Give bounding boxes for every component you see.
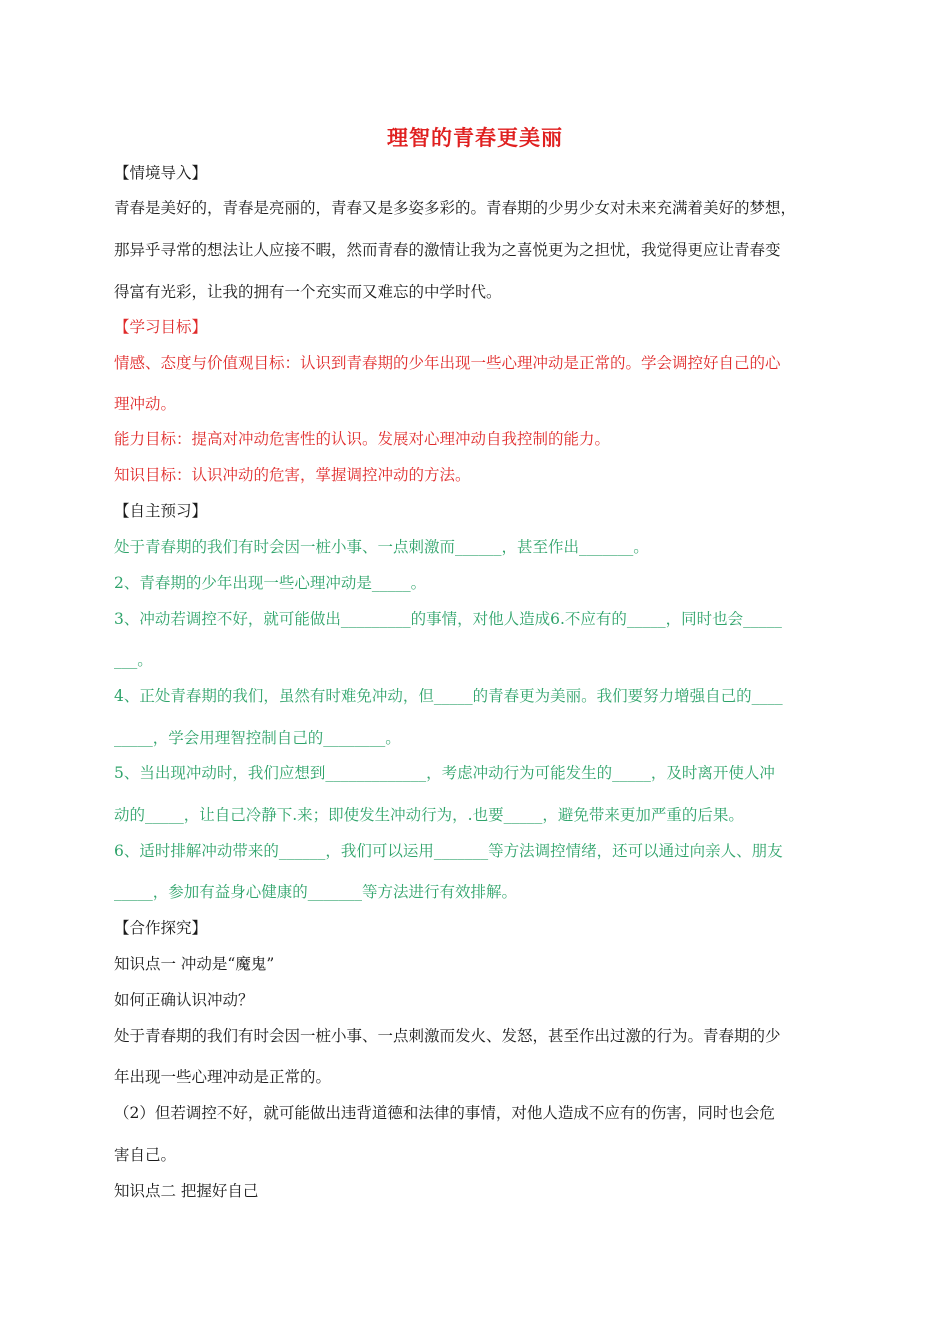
explore-heading: 【合作探究】 (114, 919, 208, 937)
knowledge-point-1: 知识点一 冲动是“魔鬼” (114, 955, 275, 973)
preview-line: ___。 (114, 651, 153, 669)
explore-line: （2）但若调控不好，就可能做出违背道德和法律的事情，对他人造成不应有的伤害，同时也会危 (114, 1104, 775, 1122)
goals-line: 知识目标：认识冲动的危害，掌握调控冲动的方法。 (114, 466, 471, 484)
preview-line: _____，学会用理智控制自己的________。 (114, 729, 401, 747)
preview-line: 处于青春期的我们有时会因一桩小事、一点刺激而______，甚至作出_______。 (114, 538, 649, 556)
intro-line: 那异乎寻常的想法让人应接不暇，然而青春的激情让我为之喜悦更为之担忧，我觉得更应让青春变 (114, 241, 781, 259)
explore-line: 处于青春期的我们有时会因一桩小事、一点刺激而发火、发怒，甚至作出过激的行为。青春期的少 (114, 1027, 781, 1045)
preview-line: 4、正处青春期的我们，虽然有时难免冲动，但_____的青春更为美丽。我们要努力增强自己的____ (114, 687, 783, 705)
goals-line: 理冲动。 (114, 395, 177, 413)
preview-line: 6、适时排解冲动带来的______，我们可以运用_______等方法调控情绪，还可以通过向亲人、朋友 (114, 842, 783, 860)
intro-line: 得富有光彩，让我的拥有一个充实而又难忘的中学时代。 (114, 283, 502, 301)
explore-question: 如何正确认识冲动？ (114, 991, 254, 1009)
preview-line: 3、冲动若调控不好，就可能做出_________的事情，对他人造成6.不应有的_____，同时也会_____ (114, 610, 782, 628)
intro-heading: 【情境导入】 (114, 164, 208, 182)
knowledge-point-2: 知识点二 把握好自己 (114, 1182, 259, 1200)
goals-line: 能力目标：提高对冲动危害性的认识。发展对心理冲动自我控制的能力。 (114, 430, 611, 448)
page-title: 理智的青春更美丽 (387, 125, 563, 150)
preview-line: _____，参加有益身心健康的_______等方法进行有效排解。 (114, 883, 518, 901)
goals-heading: 【学习目标】 (114, 318, 208, 336)
explore-line: 害自己。 (114, 1146, 177, 1164)
preview-line: 5、当出现冲动时，我们应想到_____________，考虑冲动行为可能发生的_____，及时离开使人冲 (114, 764, 775, 782)
intro-line: 青春是美好的，青春是亮丽的，青春又是多姿多彩的。青春期的少男少女对未来充满着美好的梦想， (114, 199, 797, 217)
preview-line: 2、青春期的少年出现一些心理冲动是_____。 (114, 574, 427, 592)
explore-line: 年出现一些心理冲动是正常的。 (114, 1068, 332, 1086)
goals-line: 情感、态度与价值观目标：认识到青春期的少年出现一些心理冲动是正常的。学会调控好自己的心 (114, 354, 781, 372)
preview-line: 动的_____，让自己冷静下.来；即使发生冲动行为，.也要_____，避免带来更加严重的后果。 (114, 806, 744, 824)
preview-heading: 【自主预习】 (114, 502, 208, 520)
